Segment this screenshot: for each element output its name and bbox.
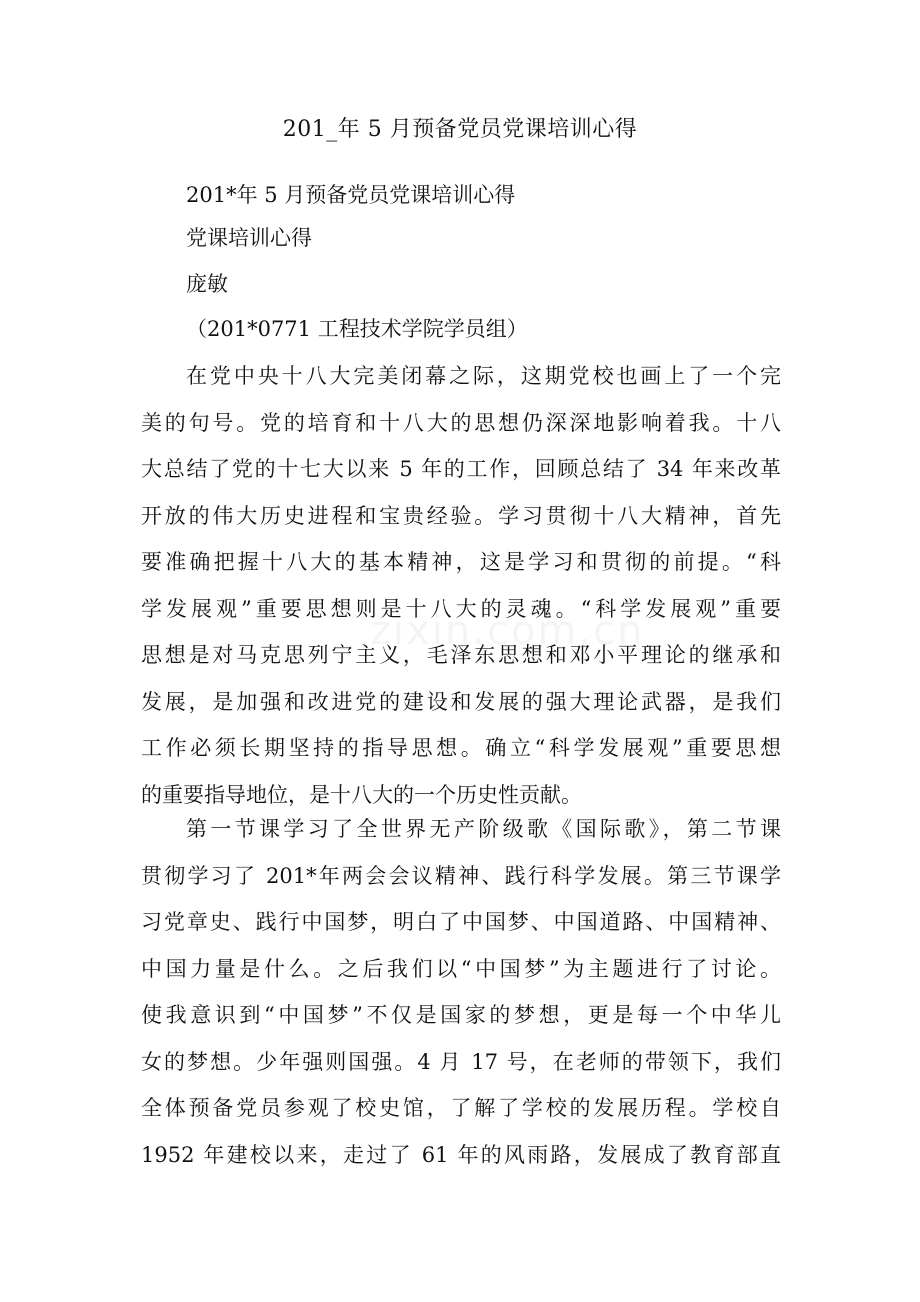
paragraph-line: 使我意识到“中国梦”不仅是国家的梦想，更是每一个中华儿 <box>141 1003 781 1027</box>
paragraph-line: 工作必须长期坚持的指导思想。确立“科学发展观”重要思想 <box>141 736 781 760</box>
paragraph-line: 思想是对马克思列宁主义，毛泽东思想和邓小平理论的继承和 <box>141 643 781 667</box>
paragraph-line: 1952 年建校以来，走过了 61 年的风雨路，发展成了教育部直 <box>141 1142 781 1167</box>
document-title: 201_年 5 月预备党员党课培训心得 <box>282 117 638 142</box>
paragraph-line: 的重要指导地位，是十八大的一个历史性贡献。 <box>141 782 582 807</box>
paragraph-line: 大总结了党的十七大以来 5 年的工作，回顾总结了 34 年来改革 <box>141 457 781 481</box>
paragraph-line: 美的句号。党的培育和十八大的思想仍深深地影响着我。十八 <box>141 410 781 435</box>
paragraph-line: 发展，是加强和改进党的建设和发展的强大理论武器，是我们 <box>141 689 781 714</box>
paragraph-line: 全体预备党员参观了校史馆，了解了学校的发展历程。学校自 <box>141 1096 781 1120</box>
body-paragraph-2 <box>141 806 781 1178</box>
paragraph-line: 习党章史、践行中国梦，明白了中国梦、中国道路、中国精神、 <box>141 910 781 934</box>
paragraph-line: 开放的伟大历史进程和宝贵经验。学习贯彻十八大精神，首先 <box>141 503 781 528</box>
section-heading: 党课培训心得 <box>186 226 312 250</box>
author-name: 庞敏 <box>186 272 228 296</box>
paragraph-line: 第一节课学习了全世界无产阶级歌《国际歌》，第二节课 <box>186 817 781 841</box>
paragraph-line: 要准确把握十八大的基本精神，这是学习和贯彻的前提。“科 <box>141 550 781 574</box>
paragraph-line: 在党中央十八大完美闭幕之际，这期党校也画上了一个完 <box>186 364 781 388</box>
paragraph-line: 贯彻学习了 201*年两会会议精神、践行科学发展。第三节课学 <box>141 863 781 888</box>
paragraph-line: 女的梦想。少年强则国强。4 月 17 号，在老师的带领下，我们 <box>141 1049 781 1074</box>
paragraph-line: 学发展观”重要思想则是十八大的灵魂。“科学发展观”重要 <box>141 596 781 621</box>
author-affiliation: （201*0771 工程技术学院学员组） <box>186 317 528 341</box>
body-paragraph-1 <box>141 353 781 818</box>
document-subtitle: 201*年 5 月预备党员党课培训心得 <box>186 183 516 207</box>
paragraph-line: 中国力量是什么。之后我们以“中国梦”为主题进行了讨论。 <box>141 956 781 981</box>
